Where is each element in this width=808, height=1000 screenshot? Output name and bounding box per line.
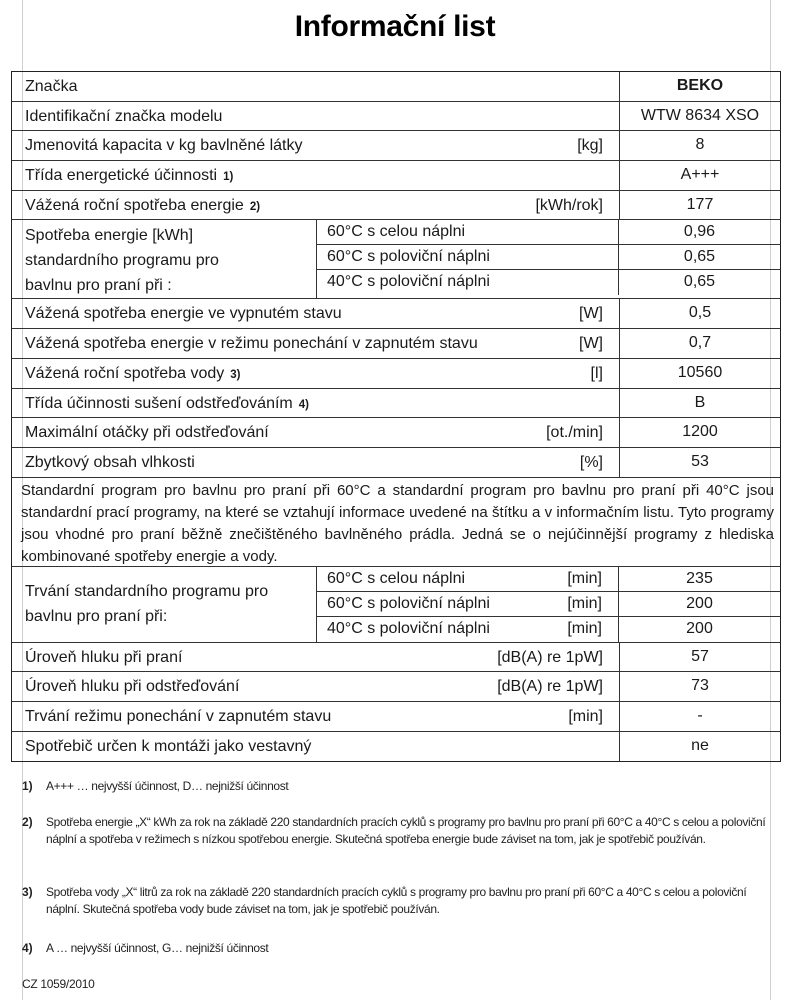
row-value: A+++ xyxy=(680,166,720,184)
footnote-ref: 4) xyxy=(298,398,309,411)
subrow: 60°C s celou náplni 0,96 xyxy=(317,220,780,245)
row-unit: [min] xyxy=(567,594,602,612)
row-label: Vážená spotřeba energie ve vypnutém stavu xyxy=(25,305,342,323)
footnote-4: 4) A … nejvyšší účinnost, G… nejnižší účinnost xyxy=(22,941,269,955)
row-value: 1200 xyxy=(682,423,718,441)
row-label: Třída účinnosti sušení odstřeďováním xyxy=(25,394,293,412)
subrow-value: 0,65 xyxy=(683,248,716,266)
row-unit: [dB(A) re 1pW] xyxy=(497,648,603,666)
subrow-value: 200 xyxy=(686,594,713,612)
block-label: Trvání standardního programu pro bavlnu pro praní při: xyxy=(12,567,317,642)
table-row-noise-spinning xyxy=(12,672,780,702)
row-label: Vážená spotřeba energie v režimu ponechání v zapnutém stavu xyxy=(25,335,478,353)
row-label: Maximální otáčky při odstřeďování xyxy=(25,424,269,442)
row-label: Spotřebič určen k montáži jako vestavný xyxy=(25,737,312,755)
footnote-3: 3) Spotřeba vody „X“ litrů za rok na základě 220 standardních pracích cyklů s programy pro bavlnu pro praní při 60°C a 40°C s celou a poloviční náplní. Skutečná spotřeba vody bude záviset na tom, jak je spotřebič používán. xyxy=(22,885,747,916)
table-row-built-in xyxy=(12,732,780,762)
table-row-capacity xyxy=(12,131,780,161)
row-label: Třída energetické účinnosti xyxy=(25,167,218,185)
row-unit: [min] xyxy=(567,619,602,637)
row-value: 177 xyxy=(686,195,714,213)
row-label: Úroveň hluku při praní xyxy=(25,648,183,666)
row-value: 8 xyxy=(695,136,705,154)
table-row-brand xyxy=(12,72,780,102)
table-row-annual-water xyxy=(12,359,780,389)
table-row-energy-class xyxy=(12,161,780,191)
row-value: BEKO xyxy=(676,77,724,94)
subrow: 60°C s celou náplni [min] 235 xyxy=(317,567,780,592)
footnote-1: 1) A+++ … nejvyšší účinnost, D… nejnižší účinnost xyxy=(22,779,289,793)
row-value: WTW 8634 XSO xyxy=(640,106,760,124)
row-label: Trvání režimu ponechání v zapnutém stavu xyxy=(25,707,332,725)
row-unit: [kg] xyxy=(577,137,603,155)
row-unit: [dB(A) re 1pW] xyxy=(497,678,603,696)
row-value: B xyxy=(694,393,706,411)
row-unit: [ot./min] xyxy=(546,424,603,442)
subrow-value: 0,65 xyxy=(683,273,716,291)
row-label: Vážená roční spotřeba energie xyxy=(25,196,244,214)
row-unit: [kWh/rok] xyxy=(535,196,603,214)
table-row-off-mode xyxy=(12,299,780,329)
row-unit: [l] xyxy=(590,364,603,382)
row-unit: [%] xyxy=(579,453,603,471)
table-row-model xyxy=(12,102,780,132)
footnote-ref: 3) xyxy=(230,368,241,381)
row-value: 0,5 xyxy=(688,304,712,322)
row-value: - xyxy=(697,706,703,724)
row-value: 57 xyxy=(691,647,709,665)
standard-program-note: Standardní program pro bavlnu pro praní při 60°C a standardní program pro bavlnu pro praní při 40°C jsou standardní prací programy, na které se vztahují informace uvedené na štítku a v informačním listu. Tyto programy jsou vhodné pro praní běžně znečištěného bavlněného prádla. Jedná se o nejúčinnější programy z hlediska kombinované spotřeby energie a vody. xyxy=(12,478,780,567)
subrow-value: 200 xyxy=(686,619,713,637)
row-value: ne xyxy=(691,736,709,754)
page-title: Informační list xyxy=(294,10,496,43)
block-label: Spotřeba energie [kWh] standardního programu pro bavlnu pro praní při : xyxy=(12,220,317,298)
table-row-residual-moisture xyxy=(12,448,780,478)
row-unit: [min] xyxy=(567,569,602,587)
info-sheet-table xyxy=(11,71,781,762)
row-value: 10560 xyxy=(677,363,723,381)
subrow: 60°C s poloviční náplni [min] 200 xyxy=(317,592,780,617)
table-row-spin-drying-class xyxy=(12,389,780,419)
table-row-left-on-mode xyxy=(12,329,780,359)
row-label: Úroveň hluku při odstřeďování xyxy=(25,678,240,696)
subrow-value: 235 xyxy=(686,569,713,587)
subrow-value: 0,96 xyxy=(683,223,716,241)
footnote-ref: 1) xyxy=(223,171,234,184)
footnote-ref: 2) xyxy=(249,200,261,213)
table-block-program-duration xyxy=(12,567,780,643)
row-label: Jmenovitá kapacita v kg bavlněné látky xyxy=(25,137,303,155)
row-label: Identifikační značka modelu xyxy=(25,107,223,125)
subrow: 40°C s poloviční náplni 0,65 xyxy=(317,270,780,295)
row-unit: [min] xyxy=(568,707,603,725)
table-block-energy-consumption xyxy=(12,220,780,299)
table-row-annual-energy xyxy=(12,191,780,221)
table-row-left-on-duration xyxy=(12,702,780,732)
table-row-max-spin xyxy=(12,418,780,448)
table-row-noise-washing xyxy=(12,643,780,673)
subrow: 60°C s poloviční náplni 0,65 xyxy=(317,245,780,270)
regulation-reference: CZ 1059/2010 xyxy=(22,977,95,991)
subrow: 40°C s poloviční náplni [min] 200 xyxy=(317,617,780,642)
row-value: 73 xyxy=(691,677,709,695)
footnote-2: 2) Spotřeba energie „X“ kWh za rok na základě 220 standardních pracích cyklů s programy pro bavlnu pro praní při 60°C a 40°C s celou a poloviční náplní a spotřeba v režimech s nízkou spotřebou energie. Skutečná spotřeba energie bude záviset na tom, jak je spotřebič používán. xyxy=(22,815,766,846)
row-value: 0,7 xyxy=(688,334,712,352)
row-label: Zbytkový obsah vlhkosti xyxy=(25,453,195,471)
row-label: Vážená roční spotřeba vody xyxy=(25,364,225,382)
row-value: 53 xyxy=(691,452,709,470)
row-label: Značka xyxy=(25,78,78,95)
row-unit: [W] xyxy=(579,335,603,353)
row-unit: [W] xyxy=(579,305,603,323)
